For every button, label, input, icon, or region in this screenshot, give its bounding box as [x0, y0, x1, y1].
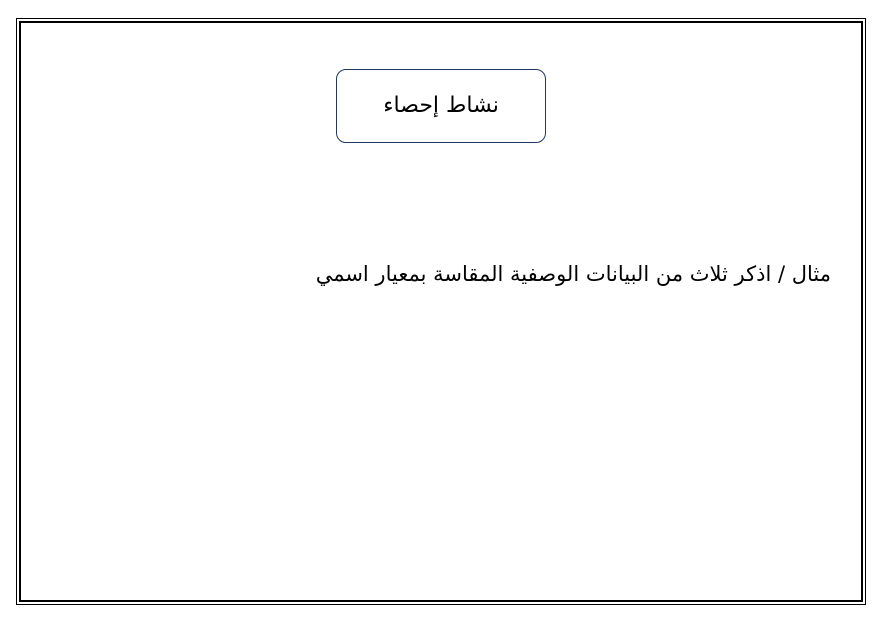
title-box-label: نشاط إحصاء [383, 93, 499, 118]
title-box [336, 69, 546, 143]
example-text: مثال / اذكر ثلاث من البيانات الوصفية المقاسة بمعيار اسمي [315, 262, 831, 286]
